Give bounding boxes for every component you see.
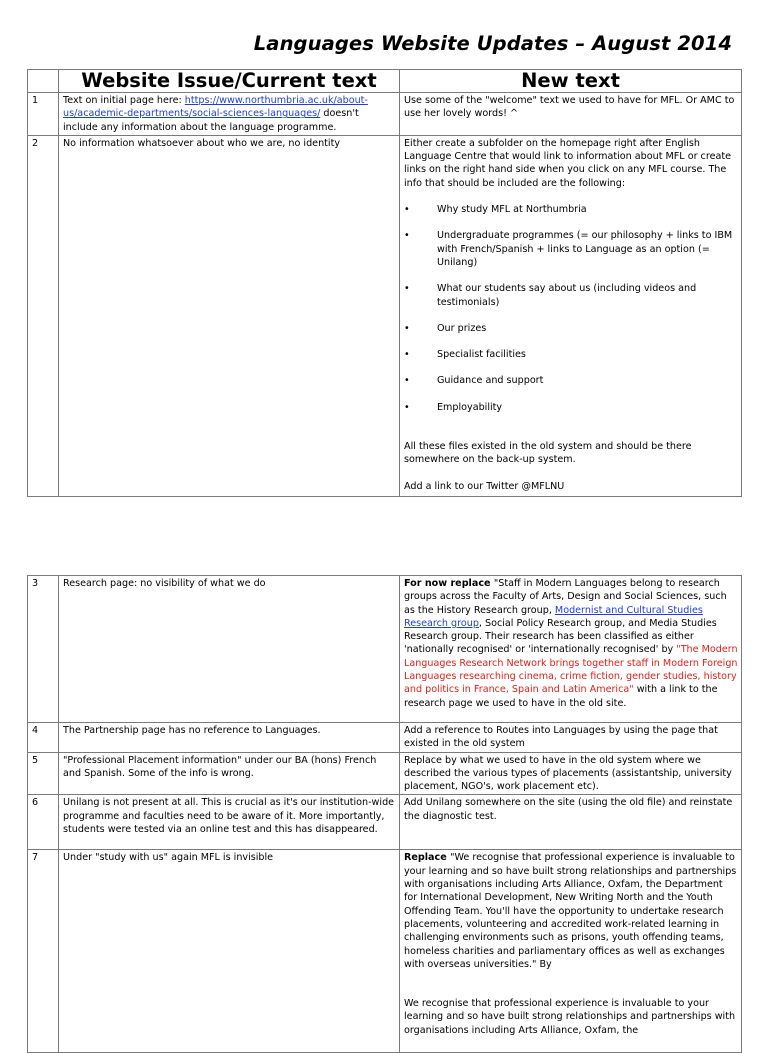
issue-text: Text on initial page here: <box>63 95 185 106</box>
new-text-cell: Add Unilang somewhere on the site (using the old file) and reinstate the diagnostic test. <box>400 795 742 850</box>
bullet-icon: • <box>404 349 410 361</box>
quoted-text: "We recognise that professional experience is invaluable to your learning and so have built strong relationships and partnerships with organisations including Arts Alliance, Oxfam, the Department for International Development, New Writing North and the Youth Offending Team. You'll have the opportunity to undertake research placements, volunteering and accredited work-related learning in challenging environments such as prisons, youth offending teams, homeless charities and parliamentary offices as well as exchanges with overseas universities." By <box>404 852 737 970</box>
replacement-text: We recognise that professional experience is invaluable to your learning and so have built strong relationships and partnerships with organisations including Arts Alliance, Oxfam, the <box>404 998 736 1036</box>
row-number: 2 <box>28 135 59 496</box>
header-number <box>28 70 59 93</box>
bullet-text: Undergraduate programmes (= our philosophy + links to IBM with French/Spanish + links to Language as an option (= Unilang) <box>437 230 733 268</box>
bullet-item <box>404 348 738 361</box>
issue-cell <box>59 93 400 136</box>
table-row <box>28 93 742 136</box>
header-new-text: New text <box>400 70 742 93</box>
new-text-cell <box>400 850 742 1053</box>
bullet-text: Specialist facilities <box>437 349 526 361</box>
issue-cell: The Partnership page has no reference to Languages. <box>59 723 400 753</box>
quoted-text: "Staff in Modern Languages belong to research groups across the Faculty of Arts, Design and Social Sciences, such as the History Research group, <box>404 578 727 616</box>
new-text-cell <box>400 576 742 723</box>
bullet-text: Employability <box>437 401 503 413</box>
updates-table-part-2 <box>27 575 742 1053</box>
new-text-cell: Replace by what we used to have in the old system where we described the various types of placements (assistantship, university placement, NGO's, work placement etc). <box>400 752 742 795</box>
row-number: 6 <box>28 795 59 850</box>
new-text-tail: with a link to the research page we used to have in the old site. <box>404 684 718 709</box>
new-text-cell: Add a reference to Routes into Languages by using the page that existed in the old system <box>400 723 742 753</box>
issue-cell: "Professional Placement information" under our BA (hons) French and Spanish. Some of the info is wrong. <box>59 752 400 795</box>
table-header-row <box>28 70 742 93</box>
bullet-icon: • <box>404 322 410 334</box>
bullet-item <box>404 401 738 414</box>
modernist-cultural-studies-link[interactable]: Modernist and Cultural Studies Research group <box>404 604 703 629</box>
issue-cell: Unilang is not present at all. This is crucial as it's our institution-wide programme and faculties need to be aware of it. More importantly, students were tested via an online test and this has disappeared. <box>59 795 400 850</box>
issue-text-tail: doesn't include any information about the language programme. <box>63 108 359 133</box>
table-row <box>28 850 742 1053</box>
table-row <box>28 723 742 753</box>
bullet-icon: • <box>404 401 410 413</box>
new-text-cell: Use some of the "welcome" text we used to have for MFL. Or AMC to use her lovely words! ^ <box>400 93 742 136</box>
new-text-outro: All these files existed in the old system and should be there somewhere on the back-up system. <box>404 441 692 466</box>
issue-cell: Under "study with us" again MFL is invisible <box>59 850 400 1053</box>
bullet-item <box>404 282 738 309</box>
replace-label: Replace <box>404 852 451 864</box>
issue-cell: No information whatsoever about who we are, no identity <box>59 135 400 496</box>
row-number: 7 <box>28 850 59 1053</box>
bullet-item <box>404 322 738 335</box>
new-text-cell <box>400 135 742 496</box>
document-title: Languages Website Updates – August 2014 <box>253 32 732 55</box>
bullet-text: What our students say about us (including videos and testimonials) <box>437 283 697 308</box>
bullet-icon: • <box>404 204 410 216</box>
bullet-text: Guidance and support <box>437 375 544 387</box>
table-row <box>28 576 742 723</box>
row-number: 3 <box>28 576 59 723</box>
bullet-item <box>404 229 738 269</box>
issue-cell: Research page: no visibility of what we do <box>59 576 400 723</box>
row-number: 1 <box>28 93 59 136</box>
updates-table-part-1 <box>27 69 742 497</box>
header-issue: Website Issue/Current text <box>59 70 400 93</box>
table-row <box>28 752 742 795</box>
row-number: 5 <box>28 752 59 795</box>
new-text-intro: Either create a subfolder on the homepage right after English Language Centre that would link to information about MFL or create links on the right hand side when you click on any MFL course. The info that should be included are the following: <box>404 137 732 189</box>
table-row <box>28 135 742 496</box>
bullet-text: Why study MFL at Northumbria <box>437 204 587 216</box>
bullet-text: Our prizes <box>437 322 487 334</box>
twitter-note: Add a link to our Twitter @MFLNU <box>404 480 565 492</box>
table-row <box>28 795 742 850</box>
quoted-text-cont: , Social Policy Research group, and Media Studies Research group. Their research has been classified as either 'nationally recognised' or 'internationally recognised' by <box>404 617 717 656</box>
northumbria-languages-link[interactable]: https://www.northumbria.ac.uk/about-us/academic-departments/social-sciences-languages/ <box>63 95 368 120</box>
bullet-icon: • <box>404 375 410 387</box>
replace-label: For now replace <box>404 578 494 589</box>
replacement-text: "The Modern Languages Research Network brings together staff in Modern Foreign Languages researching cinema, crime fiction, gender studies, history and politics in France, Spain and Latin America" <box>404 644 738 696</box>
bullet-icon: • <box>404 230 410 242</box>
bullet-item <box>404 374 738 387</box>
bullet-icon: • <box>404 283 410 295</box>
bullet-item <box>404 203 738 216</box>
row-number: 4 <box>28 723 59 753</box>
